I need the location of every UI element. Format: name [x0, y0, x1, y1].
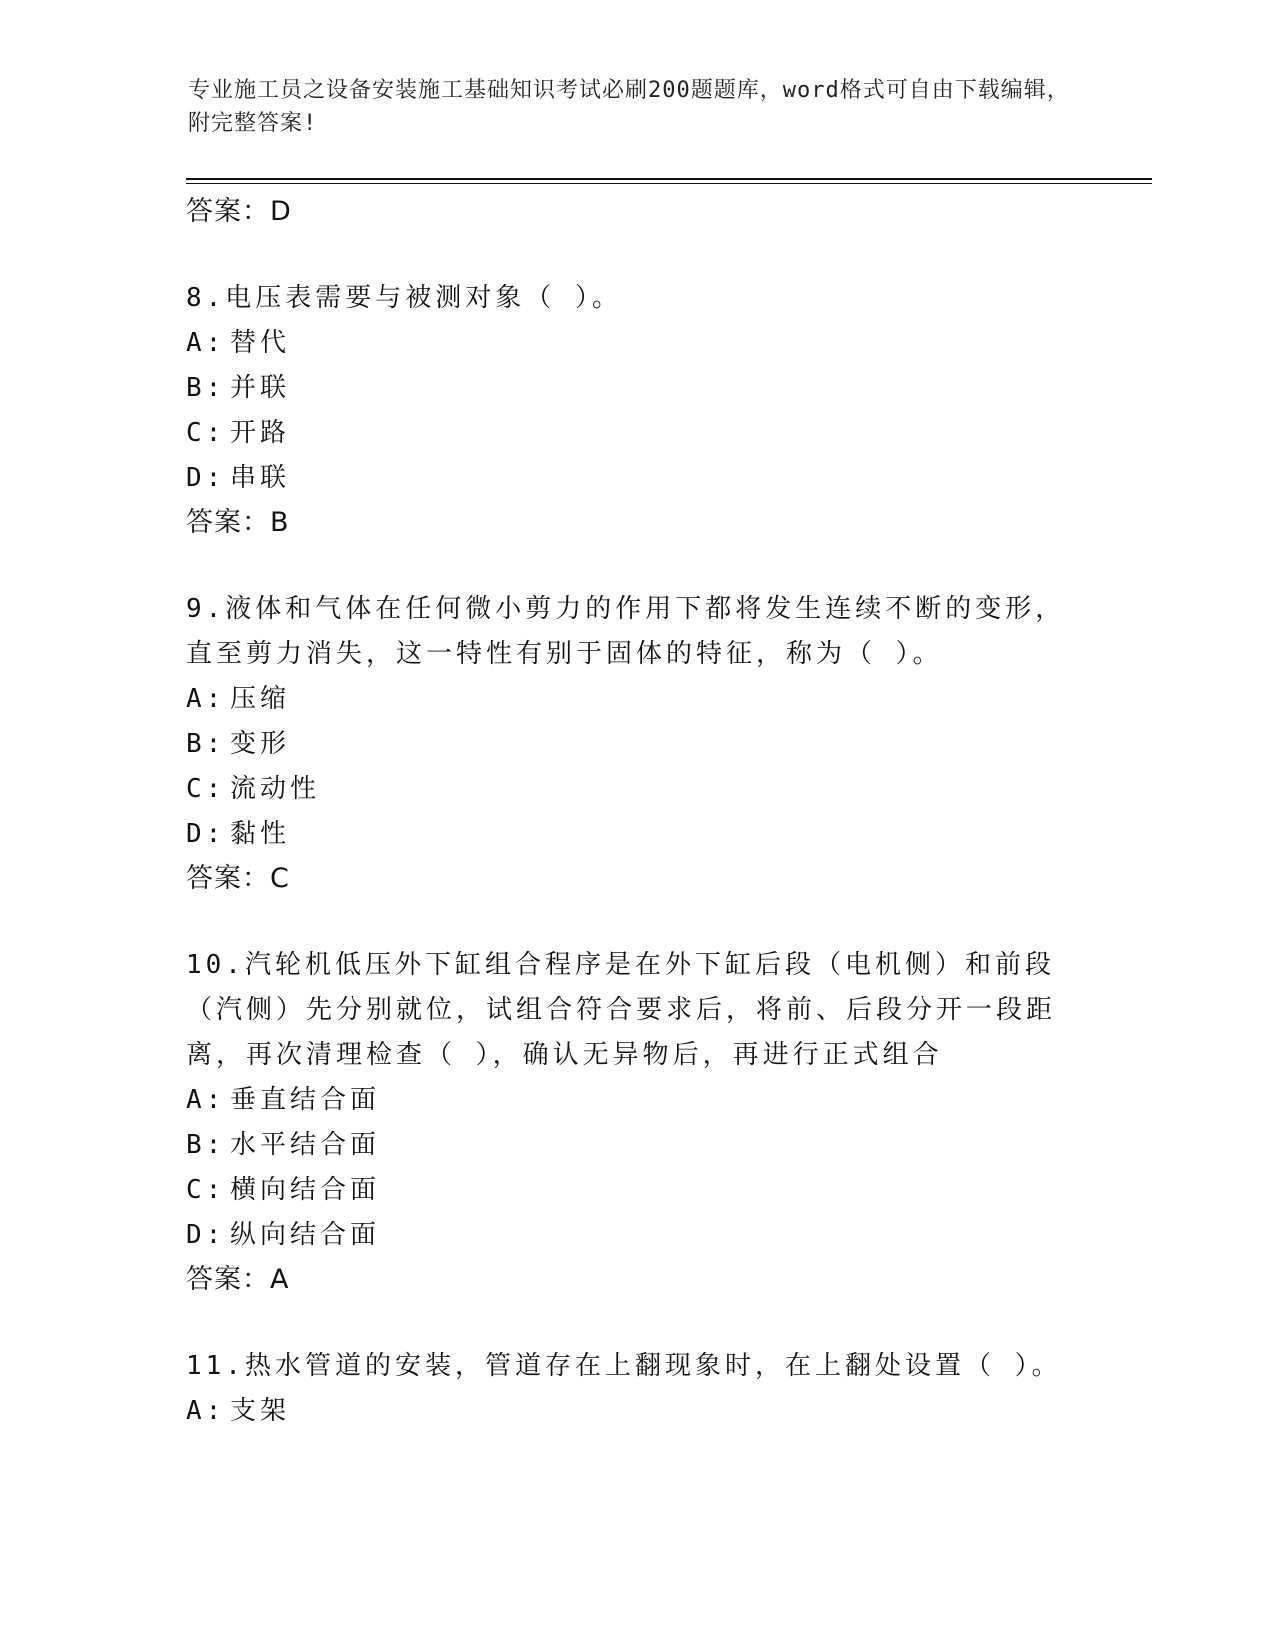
option-text: 并联	[230, 373, 291, 403]
option-label: A:	[186, 1396, 226, 1426]
option-a	[186, 1389, 1086, 1434]
option-a	[186, 321, 1086, 366]
option-label: B:	[186, 1130, 226, 1160]
option-b	[186, 722, 1086, 767]
option-d	[186, 456, 1086, 501]
option-label: D:	[186, 1220, 226, 1250]
question-content	[186, 190, 1086, 1434]
option-text: 纵向结合面	[230, 1220, 381, 1250]
option-label: A:	[186, 684, 226, 714]
option-text: 替代	[230, 328, 291, 358]
option-label: A:	[186, 1085, 226, 1115]
question-8	[186, 276, 1086, 545]
option-c	[186, 767, 1086, 812]
option-a	[186, 1078, 1086, 1123]
option-d	[186, 812, 1086, 857]
option-text: 压缩	[230, 684, 291, 714]
option-c	[186, 411, 1086, 456]
option-label: B:	[186, 729, 226, 759]
option-c	[186, 1168, 1086, 1213]
question-9	[186, 587, 1086, 901]
option-label: A:	[186, 328, 226, 358]
option-text: 支架	[230, 1396, 291, 1426]
option-text: 水平结合面	[230, 1130, 381, 1160]
option-text: 流动性	[230, 774, 321, 804]
answer: 答案：B	[186, 507, 290, 538]
page-header: 专业施工员之设备安装施工基础知识考试必刷200题题库，word格式可自由下载编辑，附完整答案!	[188, 78, 1070, 136]
answer: 答案：A	[186, 1264, 290, 1295]
question-text: 9.液体和气体在任何微小剪力的作用下都将发生连续不断的变形，直至剪力消失，这一特性有别于固体的特征，称为（ ）。	[186, 594, 1066, 669]
option-b	[186, 1123, 1086, 1168]
option-text: 黏性	[230, 819, 291, 849]
question-10	[186, 943, 1086, 1302]
question-text: 10.汽轮机低压外下缸组合程序是在外下缸后段（电机侧）和前段（汽侧）先分别就位，试组合符合要求后，将前、后段分开一段距离，再次清理检查（ ），确认无异物后，再进行正式组合	[186, 950, 1057, 1070]
header-rule-thin	[186, 183, 1152, 184]
question-text: 11.热水管道的安装，管道存在上翻现象时，在上翻处设置（ ）。	[186, 1351, 1062, 1381]
option-text: 变形	[230, 729, 291, 759]
option-label: D:	[186, 463, 226, 493]
option-text: 开路	[230, 418, 291, 448]
option-label: C:	[186, 774, 226, 804]
option-b	[186, 366, 1086, 411]
option-text: 串联	[230, 463, 291, 493]
option-label: D:	[186, 819, 226, 849]
option-text: 横向结合面	[230, 1175, 381, 1205]
option-a	[186, 677, 1086, 722]
option-label: C:	[186, 418, 226, 448]
header-rule-thick	[186, 178, 1152, 180]
question-text: 8.电压表需要与被测对象（ ）。	[186, 283, 622, 313]
option-label: B:	[186, 373, 226, 403]
option-d	[186, 1213, 1086, 1258]
previous-answer: 答案：D	[186, 196, 292, 227]
question-11	[186, 1344, 1086, 1434]
answer: 答案：C	[186, 863, 290, 894]
option-label: C:	[186, 1175, 226, 1205]
option-text: 垂直结合面	[230, 1085, 381, 1115]
